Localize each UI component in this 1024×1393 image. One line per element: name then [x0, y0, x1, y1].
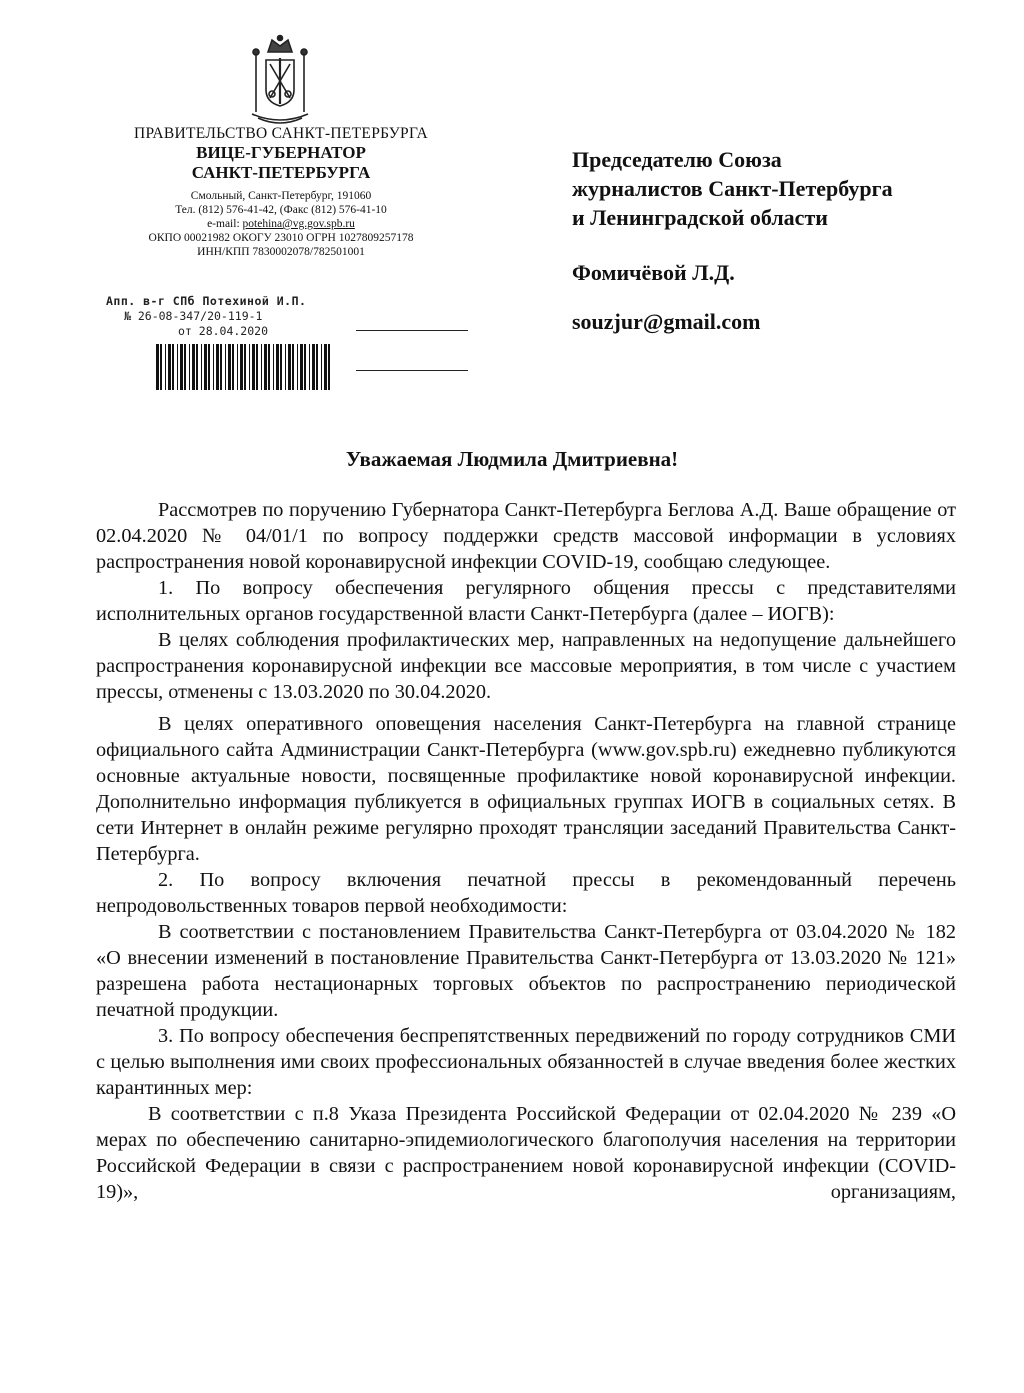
paragraph: 1. По вопросу обеспечения регулярного общения прессы с представителями исполнительных органов государственной власти Санкт-Петербурга (далее – ИОГВ): [96, 577, 956, 625]
letterhead [96, 124, 466, 259]
inn-kpp: ИНН/КПП 7830002078/782501001 [197, 246, 365, 258]
recipient-line2: журналистов Санкт-Петербурга [572, 176, 893, 201]
recipient-name: Фомичёвой Л.Д. [572, 260, 735, 285]
phone-fax: Тел. (812) 576-41-42, (Факс (812) 576-41-10 [175, 204, 387, 216]
recipient-line3: и Ленинградской области [572, 205, 828, 230]
registration-stamp [106, 294, 366, 404]
registration-codes: ОКПО 00021982 ОКОГУ 23010 ОГРН 1027809257178 [148, 232, 414, 244]
recipient-block [572, 145, 972, 336]
signature-line [356, 370, 468, 371]
recipient-line1: Председателю Союза [572, 147, 782, 172]
official-title-line1: ВИЦЕ-ГУБЕРНАТОР [196, 143, 366, 162]
letter-body [96, 497, 956, 1205]
coat-of-arms-emblem-icon [232, 32, 328, 128]
sender-email-link[interactable]: potehina@vg.gov.spb.ru [242, 218, 355, 230]
paragraph: В целях оперативного оповещения населения Санкт-Петербурга на главной странице официального сайта Администрации Санкт-Петербурга (www.gov.spb.ru) ежедневно публикуются основные актуальные новости, посвященные профилактике новой коронавирусной инфекции. Дополнительно информация публикуется в официальных группах ИОГВ в социальных сетях. В сети Интернет в онлайн режиме регулярно проходят трансляции заседаний Правительства Санкт-Петербурга. [96, 713, 956, 865]
paragraph: В соответствии с постановлением Правительства Санкт-Петербурга от 03.04.2020 № 182 «О внесении изменений в постановление Правительства Санкт-Петербурга от 13.03.2020 № 121» разрешена работа нестационарных торговых объектов по распространению периодической печатной продукции. [96, 921, 956, 1021]
official-title-line2: САНКТ-ПЕТЕРБУРГА [191, 163, 371, 182]
paragraph: 2. По вопросу включения печатной прессы в рекомендованный перечень непродовольственных товаров первой необходимости: [96, 869, 956, 917]
stamp-date: от 28.04.2020 [178, 324, 269, 338]
greeting: Уважаемая Людмила Дмитриевна! [345, 447, 679, 471]
org-name: ПРАВИТЕЛЬСТВО САНКТ-ПЕТЕРБУРГА [133, 125, 429, 142]
paragraph: В целях соблюдения профилактических мер, направленных на недопущение дальнейшего распространения коронавирусной инфекции все массовые мероприятия, в том числе с участием прессы, отменены с 13.03.2020 по 30.04.2020. [96, 629, 956, 703]
paragraph: Рассмотрев по поручению Губернатора Санкт-Петербурга Беглова А.Д. Ваше обращение от 02.04.2020 № 04/01/1 по вопросу поддержки средств массовой информации в условиях распространения новой коронавирусной инфекции COVID-19, сообщаю следующее. [96, 499, 956, 573]
address: Смольный, Санкт-Петербург, 191060 [190, 190, 372, 202]
paragraph: В соответствии с п.8 Указа Президента Российской Федерации от 02.04.2020 № 239 «О мерах по обеспечению санитарно-эпидемиологического благополучия населения на территории Российской Федерации в связи с распространением новой коронавирусной инфекции (COVID-19)», организациям, [96, 1103, 956, 1203]
email-line [96, 217, 466, 231]
stamp-number: № 26-08-347/20-119-1 [124, 309, 263, 323]
paragraph: 3. По вопросу обеспечения беспрепятственных передвижений по городу сотрудников СМИ с целью выполнения ими своих профессиональных обязанностей в случае введения более жестких карантинных мер: [96, 1025, 956, 1099]
recipient-email[interactable]: souzjur@gmail.com [572, 309, 761, 334]
signature-line [356, 330, 468, 331]
stamp-office: Апп. в-г СПб Потехиной И.П. [106, 294, 307, 308]
barcode-icon [154, 344, 334, 390]
email-label: e-mail: [207, 218, 240, 230]
